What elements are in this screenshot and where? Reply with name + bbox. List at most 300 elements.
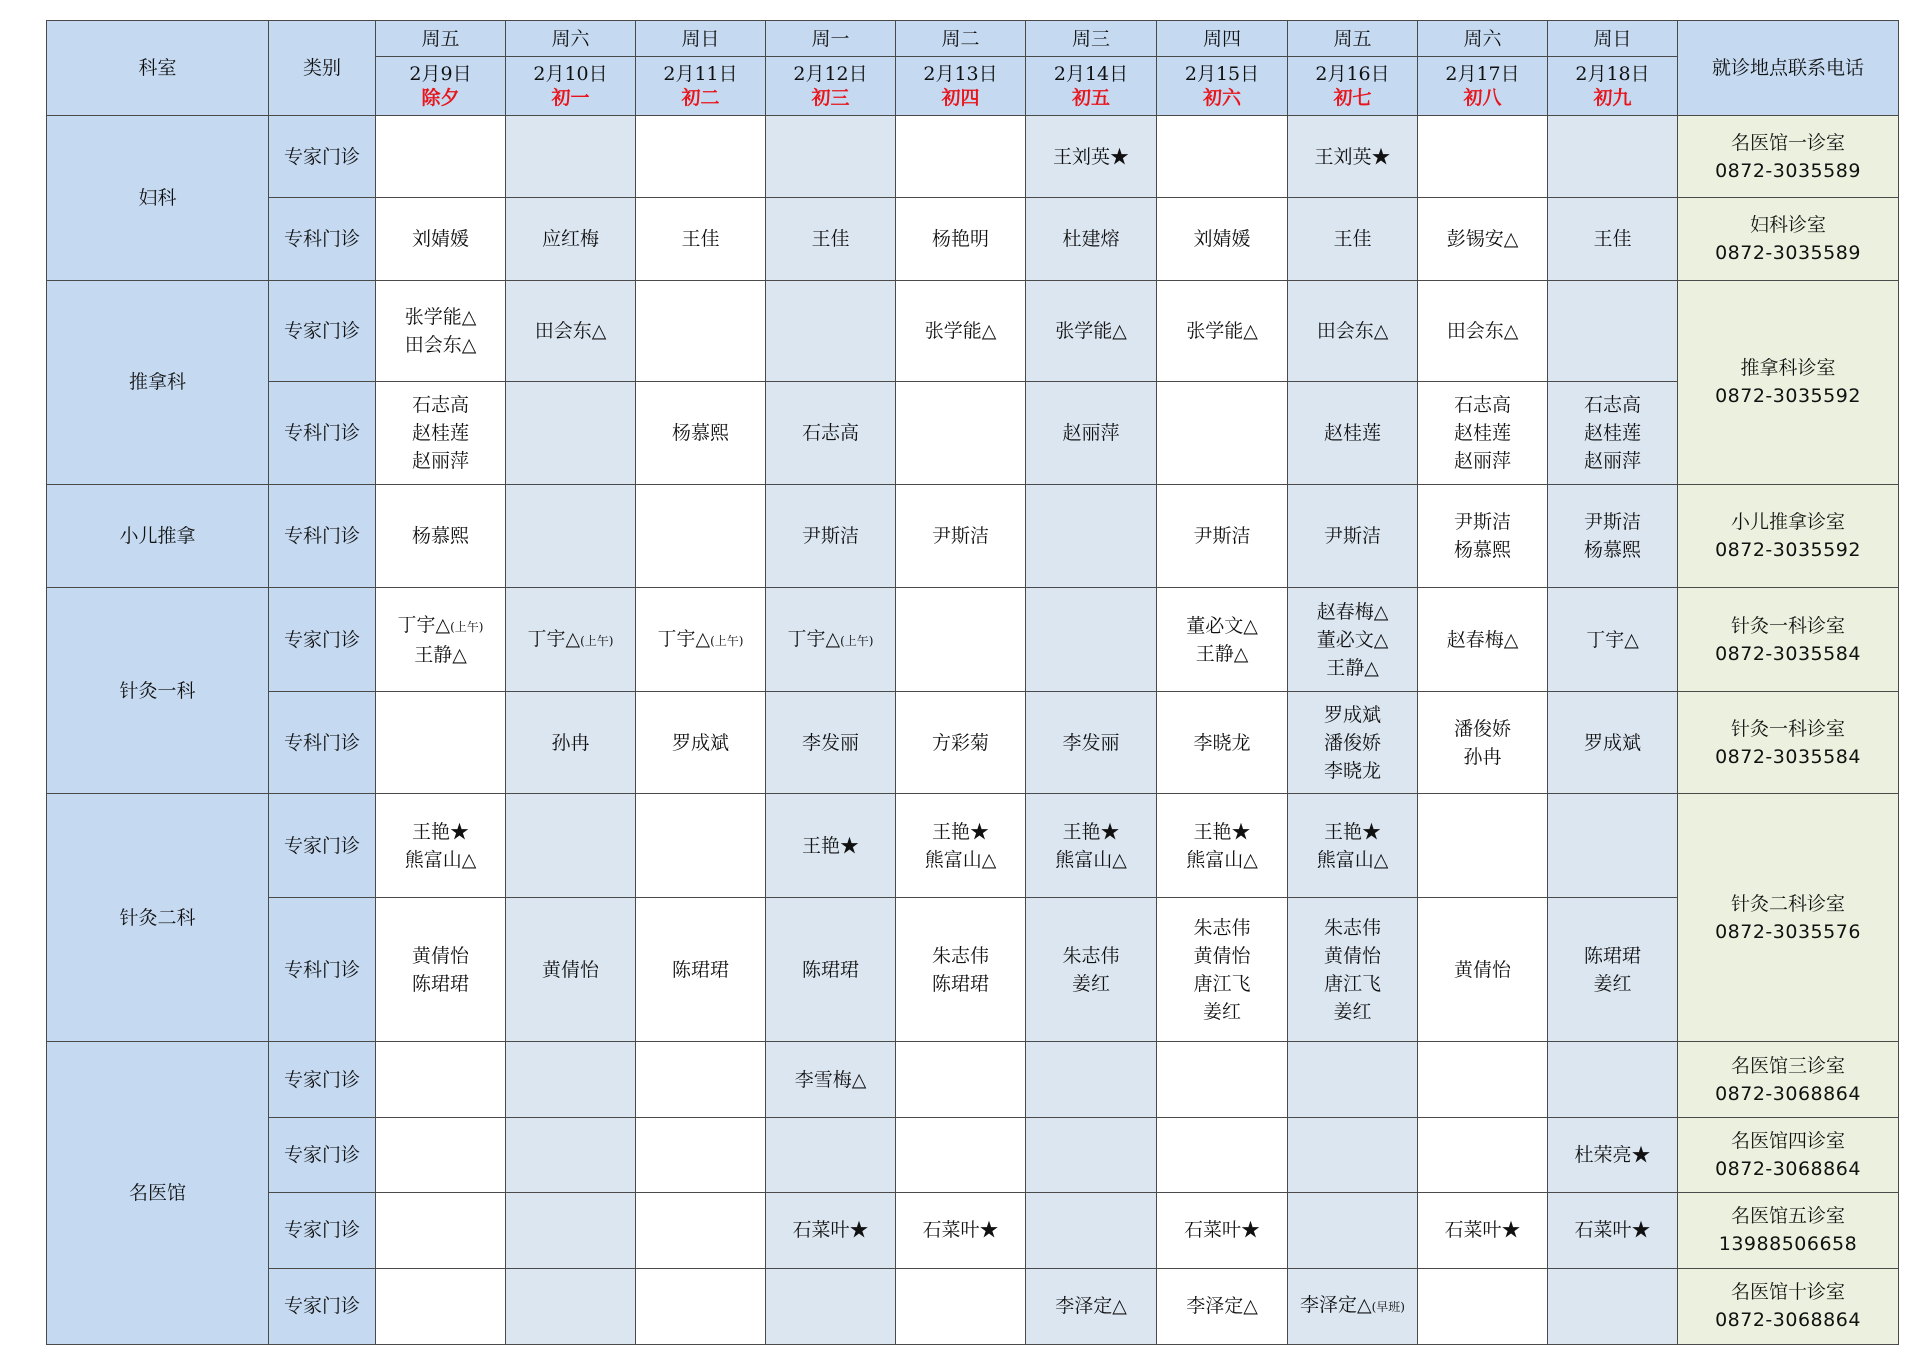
schedule-cell [1288,116,1418,198]
schedule-cell [1026,794,1157,898]
doctor-entry [636,956,765,984]
schedule-cell [1418,588,1548,692]
clinic-category: 专家门诊 [269,794,376,898]
doctor-entry [1026,942,1156,970]
doctor-entry [766,956,895,984]
doctor-name: 赵丽萍 [411,450,469,473]
doctor-entry [1157,846,1287,874]
doctor-name: 杜建熔 [1062,228,1120,251]
doctor-entry [506,317,635,345]
doctor-entry [1418,447,1547,475]
shift-note: (上午) [580,633,614,648]
doctor-entry [636,625,765,655]
schedule-cell [636,1193,766,1268]
header-date: 2月16日 [1315,63,1390,85]
schedule-cell [1548,116,1678,198]
header-weekday: 周五 [1288,21,1418,57]
doctor-entry [766,625,895,655]
schedule-cell [766,1117,896,1192]
doctor-name: 石菜叶★ [792,1219,869,1242]
schedule-cell [636,1268,766,1344]
clinic-category: 专家门诊 [269,1042,376,1117]
doctor-name: 王艳★ [1193,820,1251,843]
doctor-entry [1418,743,1547,771]
doctor-name: 王艳★ [801,834,859,857]
header-category: 类别 [269,21,376,116]
doctor-name: 熊富山△ [404,848,477,871]
doctor-entry [1288,701,1417,729]
header-lunar-date: 初六 [1202,87,1241,109]
schedule-cell [896,1042,1026,1117]
schedule-cell [896,588,1026,692]
header-location: 就诊地点联系电话 [1678,21,1899,116]
schedule-cell [766,1042,896,1117]
department-name: 妇科 [47,116,269,281]
doctor-entry [376,970,505,998]
header-date-cell [1026,57,1157,116]
doctor-name: 陈珺珺 [931,972,989,995]
doctor-entry [1548,225,1677,253]
schedule-cell [1157,484,1288,588]
doctor-name: 朱志伟 [1323,916,1381,939]
schedule-cell [376,382,506,485]
schedule-cell [1157,1268,1288,1344]
schedule-cell [766,484,896,588]
doctor-entry [1288,818,1417,846]
schedule-cell [1548,1042,1678,1117]
doctor-name: 罗成斌 [1583,731,1641,754]
schedule-cell [1418,1117,1548,1192]
schedule-cell [766,1193,896,1268]
doctor-name: 方彩菊 [931,731,989,754]
schedule-cell [1157,1193,1288,1268]
schedule-cell [376,116,506,198]
schedule-cell [1026,280,1157,381]
doctor-name: 尹斯洁 [1583,511,1641,534]
doctor-entry [1288,1291,1417,1321]
header-lunar-date: 初八 [1463,87,1502,109]
header-date: 2月17日 [1445,63,1520,85]
doctor-entry [1548,391,1677,419]
doctor-entry [1157,998,1287,1026]
doctor-name: 丁宇△ [527,627,581,650]
schedule-cell [1288,1042,1418,1117]
doctor-entry [1157,522,1287,550]
schedule-cell [1157,382,1288,485]
doctor-name: 朱志伟 [1062,944,1120,967]
doctor-name: 杨慕熙 [411,525,469,548]
location-phone: 0872-3068864 [1715,1158,1861,1180]
doctor-name: 杨艳明 [931,228,989,251]
doctor-entry [766,832,895,860]
doctor-name: 王刘英★ [1314,145,1391,168]
doctor-entry [896,846,1025,874]
doctor-entry [1288,626,1417,654]
location-room: 针灸一科诊室 [1730,717,1845,740]
header-row-weekday [47,21,1899,57]
doctor-entry [896,522,1025,550]
doctor-entry [896,942,1025,970]
doctor-entry [1026,729,1156,757]
clinic-location [1678,691,1899,794]
schedule-row [47,198,1899,280]
schedule-cell [1548,484,1678,588]
header-lunar-date: 初四 [941,87,980,109]
doctor-name: 尹斯洁 [1193,525,1251,548]
doctor-entry [766,522,895,550]
doctor-entry [1418,626,1547,654]
doctor-entry [1288,914,1417,942]
doctor-name: 丁宇△ [787,627,841,650]
schedule-cell [1288,588,1418,692]
header-lunar-date: 初一 [551,87,590,109]
schedule-cell [1026,116,1157,198]
doctor-entry [1548,536,1677,564]
doctor-entry [376,447,505,475]
header-weekday: 周六 [1418,21,1548,57]
doctor-name: 黄倩怡 [1323,944,1381,967]
doctor-name: 石志高 [801,422,859,445]
schedule-cell [506,382,636,485]
doctor-name: 杜荣亮★ [1574,1144,1651,1166]
schedule-cell [1418,794,1548,898]
doctor-name: 李晓龙 [1323,759,1381,782]
doctor-name: 赵春梅△ [1446,628,1519,651]
doctor-entry [766,419,895,447]
doctor-name: 尹斯洁 [931,525,989,548]
header-date: 2月13日 [923,63,998,85]
doctor-entry [1288,729,1417,757]
schedule-cell [1418,382,1548,485]
location-phone: 0872-3068864 [1715,1082,1861,1105]
schedule-row [47,382,1899,485]
doctor-name: 应红梅 [541,228,599,251]
schedule-cell [1157,794,1288,898]
doctor-entry [1418,317,1547,345]
doctor-entry [1026,225,1156,253]
schedule-cell [896,1117,1026,1192]
doctor-entry [1548,508,1677,536]
doctor-entry [636,419,765,447]
doctor-entry [636,225,765,253]
header-date-cell [636,57,766,116]
header-date-cell [766,57,896,116]
location-phone: 0872-3035584 [1715,642,1861,665]
header-date-cell [1157,57,1288,116]
doctor-name: 王刘英★ [1052,145,1129,168]
schedule-cell [896,691,1026,794]
schedule-cell [766,280,896,381]
schedule-cell [896,280,1026,381]
doctor-entry [1157,640,1287,668]
location-room: 名医馆三诊室 [1730,1054,1845,1077]
schedule-row [47,1193,1899,1268]
schedule-cell [766,1268,896,1344]
clinic-location [1678,1042,1899,1117]
clinic-category: 专家门诊 [269,588,376,692]
doctor-name: 李发丽 [1062,731,1120,754]
schedule-row [47,280,1899,381]
location-room: 妇科诊室 [1749,214,1826,237]
header-date-cell [1418,57,1548,116]
clinic-category: 专科门诊 [269,691,376,794]
doctor-name: 罗成斌 [1323,703,1381,726]
clinic-category: 专家门诊 [269,1193,376,1268]
schedule-cell [1157,1117,1288,1192]
schedule-cell [1026,1193,1157,1268]
doctor-name: 陈珺珺 [801,958,859,981]
doctor-entry [376,391,505,419]
doctor-entry [1157,818,1287,846]
doctor-name: 石志高 [1583,394,1641,417]
schedule-cell [1288,897,1418,1042]
doctor-entry [1026,143,1156,171]
schedule-cell [506,484,636,588]
schedule-row [47,116,1899,198]
header-weekday: 周四 [1157,21,1288,57]
doctor-entry [376,331,505,359]
clinic-category: 专家门诊 [269,116,376,198]
schedule-cell [1418,484,1548,588]
doctor-entry [1026,818,1156,846]
doctor-name: 王艳★ [411,820,469,843]
clinic-category: 专家门诊 [269,1268,376,1344]
header-lunar-date: 初三 [811,87,850,109]
doctor-entry [506,225,635,253]
doctor-name: 赵桂莲 [1583,422,1641,445]
schedule-cell [506,198,636,280]
schedule-cell [1026,588,1157,692]
doctor-name: 李泽定△ [1186,1295,1258,1318]
doctor-entry [1548,447,1677,475]
header-date-cell [506,57,636,116]
doctor-entry [1157,729,1287,757]
clinic-location [1678,1193,1899,1268]
clinic-location [1678,1117,1899,1192]
doctor-entry [1418,536,1547,564]
schedule-cell [506,588,636,692]
header-lunar-date: 初七 [1333,87,1372,109]
schedule-cell [1418,280,1548,381]
doctor-entry [1026,970,1156,998]
doctor-entry [1157,1216,1287,1244]
clinic-category: 专科门诊 [269,484,376,588]
doctor-entry [1548,970,1677,998]
schedule-cell [1026,1268,1157,1344]
doctor-entry [376,611,505,641]
schedule-cell [1548,1193,1678,1268]
schedule-cell [506,1042,636,1117]
schedule-cell [506,1193,636,1268]
schedule-cell [1288,794,1418,898]
clinic-category: 专科门诊 [269,198,376,280]
doctor-entry [1548,419,1677,447]
doctor-name: 张学能△ [1186,320,1258,343]
schedule-cell [1548,794,1678,898]
schedule-cell [1418,1193,1548,1268]
doctor-name: 黄倩怡 [541,958,599,981]
schedule-cell [636,382,766,485]
doctor-entry [1418,1216,1547,1244]
doctor-entry [1157,970,1287,998]
doctor-entry [1288,143,1417,171]
doctor-name: 石菜叶★ [1444,1219,1521,1242]
schedule-cell [636,280,766,381]
schedule-cell [766,198,896,280]
schedule-row [47,1268,1899,1344]
schedule-cell [1548,588,1678,692]
schedule-row [47,1117,1899,1192]
header-weekday: 周六 [506,21,636,57]
doctor-name: 李雪梅△ [794,1068,867,1091]
doctor-entry [1418,419,1547,447]
schedule-cell [506,116,636,198]
schedule-cell [636,794,766,898]
doctor-name: 杨慕熙 [671,422,729,445]
schedule-cell [1026,198,1157,280]
header-lunar-date: 初五 [1071,87,1110,109]
doctor-entry [1157,317,1287,345]
doctor-name: 尹斯洁 [1323,525,1381,548]
header-lunar-date: 除夕 [421,87,460,109]
schedule-cell [1288,1117,1418,1192]
doctor-name: 朱志伟 [1193,916,1251,939]
doctor-entry [376,818,505,846]
doctor-entry [1157,914,1287,942]
schedule-cell [1157,116,1288,198]
doctor-name: 王佳 [681,228,720,251]
doctor-entry [1288,998,1417,1026]
header-weekday: 周日 [636,21,766,57]
doctor-name: 熊富山△ [924,848,997,871]
doctor-name: 熊富山△ [1055,848,1127,871]
location-phone: 0872-3068864 [1715,1309,1861,1332]
schedule-cell [1548,1268,1678,1344]
schedule-cell [376,691,506,794]
clinic-schedule-table [46,20,1899,1345]
location-room: 针灸二科诊室 [1730,892,1845,915]
schedule-cell [1548,382,1678,485]
clinic-category: 专家门诊 [269,1117,376,1192]
doctor-name: 王佳 [1333,228,1372,251]
doctor-entry [376,522,505,550]
schedule-cell [1288,1268,1418,1344]
schedule-cell [1418,1042,1548,1117]
doctor-name: 王静△ [1195,642,1249,665]
schedule-cell [1548,897,1678,1042]
doctor-entry [1288,942,1417,970]
doctor-entry [1157,612,1287,640]
doctor-entry [376,225,505,253]
department-name: 针灸一科 [47,588,269,794]
doctor-name: 董必文△ [1316,628,1389,651]
clinic-location [1678,588,1899,692]
doctor-name: 石志高 [1453,394,1511,417]
schedule-cell [506,280,636,381]
schedule-cell [376,1193,506,1268]
doctor-name: 田会东△ [1446,320,1519,343]
schedule-cell [1418,198,1548,280]
schedule-cell [1157,897,1288,1042]
doctor-entry [506,956,635,984]
schedule-cell [506,1117,636,1192]
doctor-name: 王艳★ [1323,820,1381,843]
doctor-name: 唐江飞 [1193,972,1251,995]
header-date: 2月15日 [1184,63,1260,85]
location-room: 小儿推拿诊室 [1730,511,1845,534]
schedule-cell [896,897,1026,1042]
schedule-cell [1026,382,1157,485]
schedule-cell [1288,1193,1418,1268]
doctor-name: 潘俊娇 [1323,731,1381,754]
header-date-cell [1548,57,1678,116]
clinic-location [1678,116,1899,198]
schedule-cell [376,588,506,692]
doctor-name: 刘婧媛 [1193,228,1251,251]
doctor-name: 赵桂莲 [1453,422,1511,445]
header-weekday: 周一 [766,21,896,57]
doctor-name: 李泽定△ [1300,1294,1372,1317]
schedule-cell [376,484,506,588]
location-phone: 13988506658 [1718,1233,1858,1256]
location-room: 名医馆五诊室 [1730,1205,1845,1228]
schedule-cell [376,198,506,280]
schedule-cell [896,116,1026,198]
location-phone: 0872-3035592 [1715,385,1861,408]
doctor-name: 田会东△ [534,320,607,343]
doctor-entry [376,942,505,970]
shift-note: (早班) [1371,1300,1405,1315]
doctor-name: 姜红 [1593,972,1632,995]
header-date-cell [376,57,506,116]
doctor-entry [896,970,1025,998]
doctor-name: 尹斯洁 [801,525,859,548]
doctor-entry [1288,419,1417,447]
doctor-name: 孙冉 [551,731,590,754]
doctor-name: 李晓龙 [1193,731,1251,754]
schedule-row [47,484,1899,588]
schedule-cell [1548,691,1678,794]
doctor-name: 丁宇△ [397,613,451,636]
doctor-name: 姜红 [1202,1000,1241,1023]
schedule-cell [1288,280,1418,381]
schedule-cell [376,897,506,1042]
header-weekday: 周二 [896,21,1026,57]
doctor-entry [766,225,895,253]
department-name: 名医馆 [47,1042,269,1345]
schedule-cell [1418,1268,1548,1344]
department-name: 小儿推拿 [47,484,269,588]
schedule-cell [1418,691,1548,794]
header-date: 2月18日 [1575,63,1650,85]
schedule-cell [1288,198,1418,280]
doctor-entry [1418,956,1547,984]
doctor-entry [1288,970,1417,998]
doctor-name: 王佳 [1593,228,1632,251]
schedule-cell [1026,1042,1157,1117]
doctor-name: 姜红 [1333,1000,1372,1023]
schedule-cell [636,484,766,588]
schedule-cell [506,794,636,898]
department-name: 针灸二科 [47,794,269,1042]
schedule-cell [636,1117,766,1192]
schedule-cell [766,588,896,692]
doctor-entry [1418,508,1547,536]
doctor-name: 张学能△ [924,320,997,343]
location-phone: 0872-3035589 [1715,242,1861,265]
clinic-location [1678,1268,1899,1344]
doctor-entry [1026,846,1156,874]
